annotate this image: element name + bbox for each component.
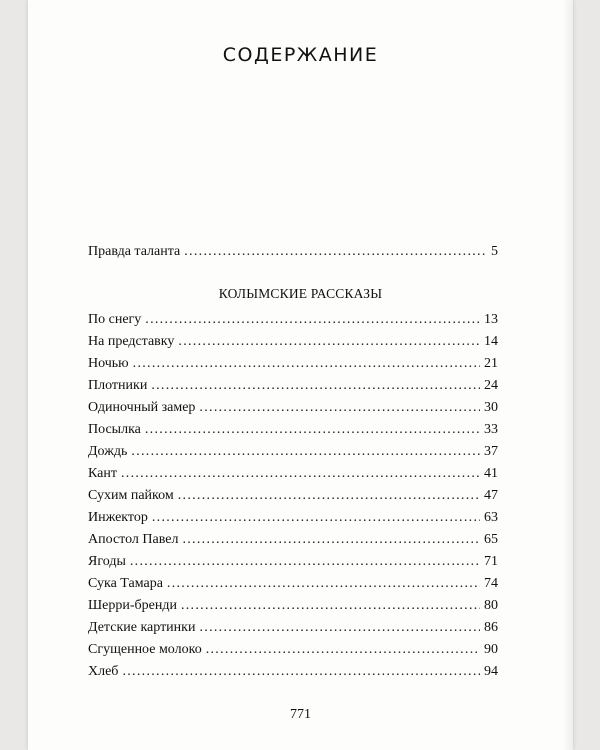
leader-dots: [145, 311, 480, 329]
toc-entry-title: Апостол Павел: [88, 532, 179, 547]
toc-entry-page: 37: [484, 444, 498, 459]
toc-entry-title: Посылка: [88, 422, 141, 437]
leader-dots: [151, 377, 480, 395]
leader-dots: [167, 575, 480, 593]
toc-entry-title: Сука Тамара: [88, 576, 163, 591]
toc-entry-page: 41: [484, 466, 498, 481]
toc-entry-title: Дождь: [88, 444, 128, 459]
toc-entry-title: На представку: [88, 334, 175, 349]
leader-dots: [199, 619, 480, 637]
toc-entry: [88, 377, 498, 395]
toc-entry-page: 80: [484, 598, 498, 613]
toc-entry-title: Правда таланта: [88, 244, 181, 259]
toc-entry-title: Ночью: [88, 356, 129, 371]
toc-entry-title: Шерри-бренди: [88, 598, 177, 613]
leader-dots: [121, 465, 480, 483]
toc-entry: [88, 597, 498, 615]
toc-entry-page: 14: [484, 334, 498, 349]
toc-entry-page: 71: [484, 554, 498, 569]
leader-dots: [178, 333, 480, 351]
leader-dots: [152, 509, 480, 527]
leader-dots: [206, 641, 480, 659]
toc-entry: [88, 421, 498, 439]
toc-entry: [88, 465, 498, 483]
toc-entry: [88, 509, 498, 527]
toc-entry: [88, 663, 498, 681]
toc-entry-page: 30: [484, 400, 498, 415]
leader-dots: [178, 487, 480, 505]
toc-entry: [88, 487, 498, 505]
toc-entry: [88, 575, 498, 593]
toc-entry-page: 21: [484, 356, 498, 371]
leader-dots: [181, 597, 480, 615]
toc-entry-page: 5: [491, 244, 498, 259]
toc-entry-title: Ягоды: [88, 554, 126, 569]
toc-entry-page: 74: [484, 576, 498, 591]
leader-dots: [199, 399, 480, 417]
toc-entry: [88, 311, 498, 329]
leader-dots: [184, 243, 487, 261]
leader-dots: [182, 531, 480, 549]
toc-entry: [88, 619, 498, 637]
leader-dots: [145, 421, 480, 439]
toc-entry-title: По снегу: [88, 312, 142, 327]
toc-entry: [88, 553, 498, 571]
toc-entry: [88, 443, 498, 461]
toc-entry: [88, 399, 498, 417]
toc-entry-page: 65: [484, 532, 498, 547]
leader-dots: [122, 663, 480, 681]
page-number: 771: [290, 707, 311, 722]
toc-entry: [88, 355, 498, 373]
toc-entry-title: Хлеб: [88, 664, 119, 679]
toc-entry-page: 63: [484, 510, 498, 525]
page-title: СОДЕРЖАНИЕ: [222, 44, 379, 66]
leader-dots: [130, 553, 480, 571]
toc-entry-title: Кант: [88, 466, 117, 481]
leader-dots: [133, 355, 480, 373]
leader-dots: [131, 443, 480, 461]
toc-entry-title: Сгущенное молоко: [88, 642, 202, 657]
toc-entries: [88, 0, 498, 750]
book-page: [28, 0, 573, 750]
toc-entry-title: Плотники: [88, 378, 148, 393]
toc-entry: [88, 641, 498, 659]
toc-entry-page: 24: [484, 378, 498, 393]
toc-entry-page: 47: [484, 488, 498, 503]
toc-entry-title: Сухим пайком: [88, 488, 174, 503]
section-heading: КОЛЫМСКИЕ РАССКАЗЫ: [218, 286, 383, 301]
toc-entry-page: 86: [484, 620, 498, 635]
toc-entry-page: 33: [484, 422, 498, 437]
toc-entry: [88, 333, 498, 351]
toc-entry-title: Инжектор: [88, 510, 148, 525]
toc-entry: [88, 531, 498, 549]
toc-entry-page: 13: [484, 312, 498, 327]
toc-entry-title: Детские картинки: [88, 620, 196, 635]
toc-entry-page: 90: [484, 642, 498, 657]
toc-entry-intro: [88, 243, 498, 261]
toc-entry-page: 94: [484, 664, 498, 679]
toc-entry-title: Одиночный замер: [88, 400, 196, 415]
